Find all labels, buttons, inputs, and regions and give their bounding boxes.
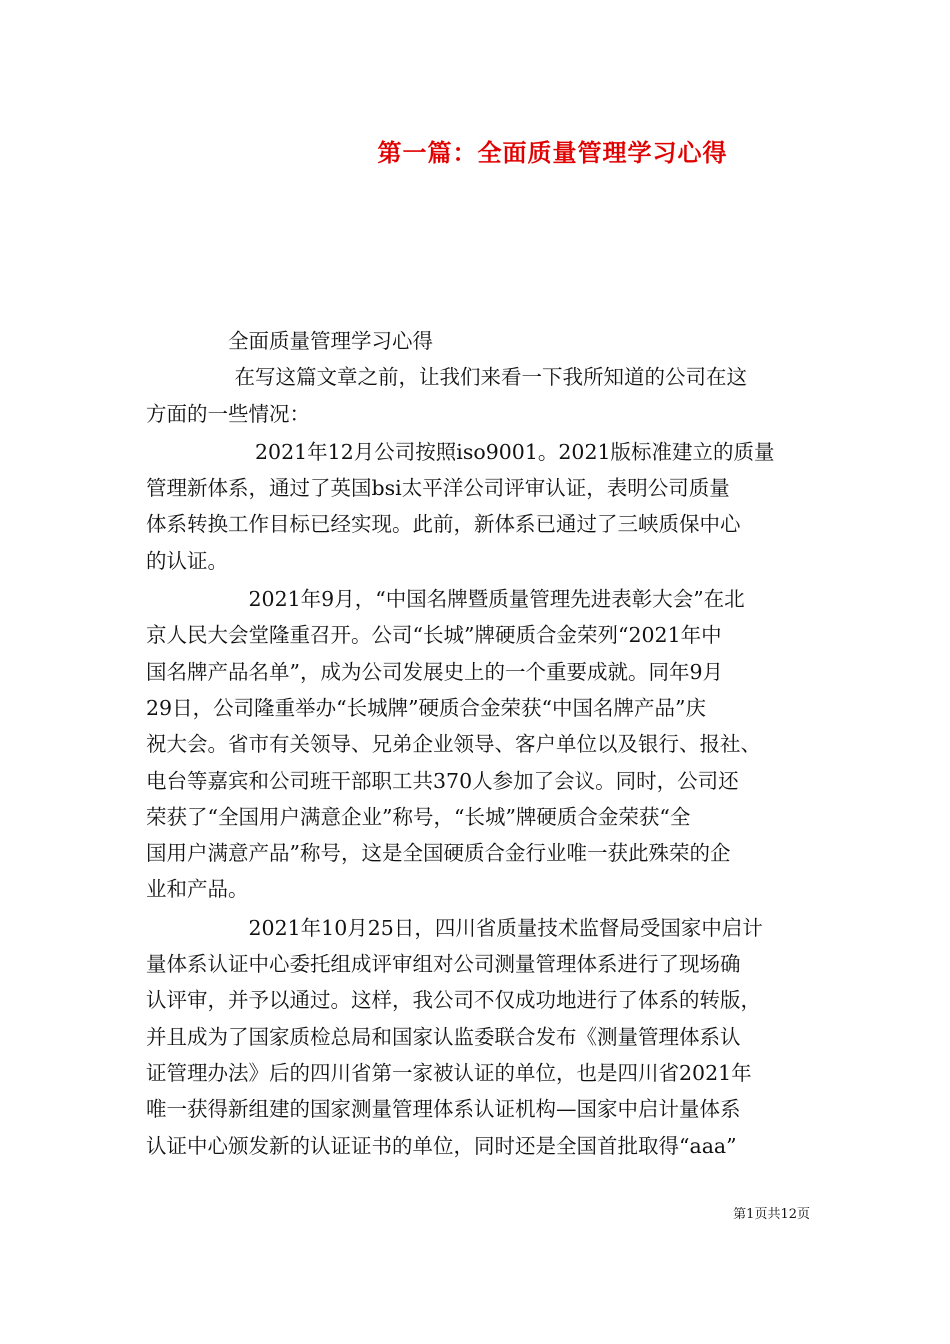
text-line: 京人民大会堂隆重召开。公司“长城”牌硬质合金荣列“2021年中 <box>146 623 722 648</box>
text-line: 祝大会。省市有关领导、兄弟企业领导、客户单位以及银行、报社、 <box>146 732 761 757</box>
text-line: 国名牌产品名单”，成为公司发展史上的一个重要成就。同年9月 <box>146 659 724 684</box>
text-line: 2021年9月，“中国名牌暨质量管理先进表彰大会”在北 <box>146 587 745 612</box>
page-title: 第一篇：全面质量管理学习心得 <box>377 138 728 167</box>
text-line: 方面的一些情况： <box>146 401 310 426</box>
text-line: 量体系认证中心委托组成评审组对公司测量管理体系进行了现场确 <box>146 952 741 977</box>
text-line: 体系转换工作目标已经实现。此前，新体系已通过了三峡质保中心 <box>146 512 741 537</box>
text-line: 认证中心颁发新的认证证书的单位，同时还是全国首批取得“aaa” <box>146 1133 737 1158</box>
text-line: 并且成为了国家质检总局和国家认监委联合发布《测量管理体系认 <box>146 1024 741 1049</box>
page-number: 第1页共12页 <box>733 1207 810 1222</box>
text-line: 在写这篇文章之前，让我们来看一下我所知道的公司在这 <box>146 365 748 390</box>
text-line: 2021年10月25日，四川省质量技术监督局受国家中启计 <box>146 915 763 940</box>
text-line: 认评审，并予以通过。这样，我公司不仅成功地进行了体系的转版， <box>146 988 761 1013</box>
document-body <box>146 323 806 1164</box>
text-line: 电台等嘉宾和公司班干部职工共370人参加了会议。同时，公司还 <box>146 768 739 793</box>
text-line: 的认证。 <box>146 548 228 573</box>
text-line: 唯一获得新组建的国家测量管理体系认证机构—国家中启计量体系 <box>146 1097 741 1122</box>
text-line: 业和产品。 <box>146 877 249 902</box>
text-line: 国用户满意产品”称号，这是全国硬质合金行业唯一获此殊荣的企 <box>146 841 731 866</box>
text-line: 29日，公司隆重举办“长城牌”硬质合金荣获“中国名牌产品”庆 <box>146 695 707 720</box>
text-line: 证管理办法》后的四川省第一家被认证的单位，也是四川省2021年 <box>146 1060 752 1085</box>
text-line: 荣获了“全国用户满意企业”称号，“长城”牌硬质合金荣获“全 <box>146 804 691 829</box>
text-line: 2021年12月公司按照iso9001。2021版标准建立的质量 <box>146 439 775 464</box>
text-line: 管理新体系，通过了英国bsi太平洋公司评审认证，表明公司质量 <box>146 476 730 501</box>
text-line: 全面质量管理学习心得 <box>146 329 433 353</box>
